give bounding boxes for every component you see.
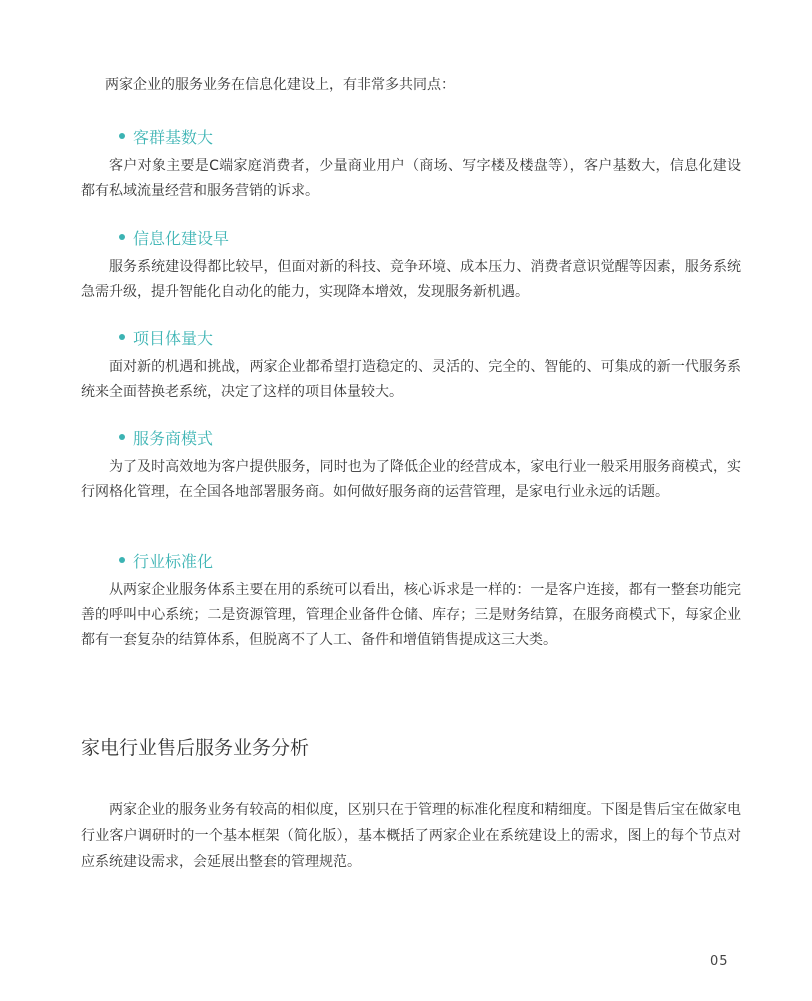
intro-paragraph: 两家企业的服务业务在信息化建设上，有非常多共同点： (105, 77, 455, 93)
section-title: 项目体量大 (133, 328, 214, 348)
bullet-icon (119, 557, 125, 563)
section-4 (81, 423, 741, 505)
section-title: 客群基数大 (133, 127, 214, 147)
page-number: 05 (710, 954, 729, 969)
section-5 (81, 546, 741, 653)
bullet-icon (119, 133, 125, 139)
bullet-icon (119, 234, 125, 240)
bullet-icon (119, 434, 125, 440)
bullet-icon (119, 334, 125, 340)
section-2 (81, 223, 741, 305)
section-text: 从两家企业服务体系主要在用的系统可以看出，核心诉求是一样的：一是客户连接，都有一整套功能完善的呼叫中心系统；二是资源管理，管理企业备件仓储、库存；三是财务结算，在服务商模式下，每家企业都有一套复杂的结算体系，但脱离不了人工、备件和增值销售提成这三大类。 (81, 582, 741, 648)
section-title: 行业标准化 (133, 551, 214, 571)
analysis-paragraph: 两家企业的服务业务有较高的相似度，区别只在于管理的标准化程度和精细度。下图是售后宝在做家电行业客户调研时的一个基本框架（简化版），基本概括了两家企业在系统建设上的需求，图上的每个节点对应系统建设需求，会延展出整套的管理规范。 (81, 802, 741, 870)
section-text: 面对新的机遇和挑战，两家企业都希望打造稳定的、灵活的、完全的、智能的、可集成的新一代服务系统来全面替换老系统，决定了这样的项目体量较大。 (81, 359, 741, 400)
section-1 (81, 122, 741, 204)
section-title: 信息化建设早 (133, 228, 230, 248)
section-text: 客户对象主要是C端家庭消费者，少量商业用户（商场、写字楼及楼盘等），客户基数大，信息化建设都有私域流量经营和服务营销的诉求。 (81, 158, 741, 199)
section-heading: 家电行业售后服务业务分析 (81, 737, 310, 759)
section-text: 为了及时高效地为客户提供服务，同时也为了降低企业的经营成本，家电行业一般采用服务商模式，实行网格化管理，在全国各地部署服务商。如何做好服务商的运营管理，是家电行业永远的话题。 (81, 459, 741, 500)
section-title: 服务商模式 (133, 428, 214, 448)
section-3 (81, 323, 741, 405)
section-text: 服务系统建设得都比较早，但面对新的科技、竞争环境、成本压力、消费者意识觉醒等因素，服务系统急需升级，提升智能化自动化的能力，实现降本增效，发现服务新机遇。 (81, 259, 741, 300)
